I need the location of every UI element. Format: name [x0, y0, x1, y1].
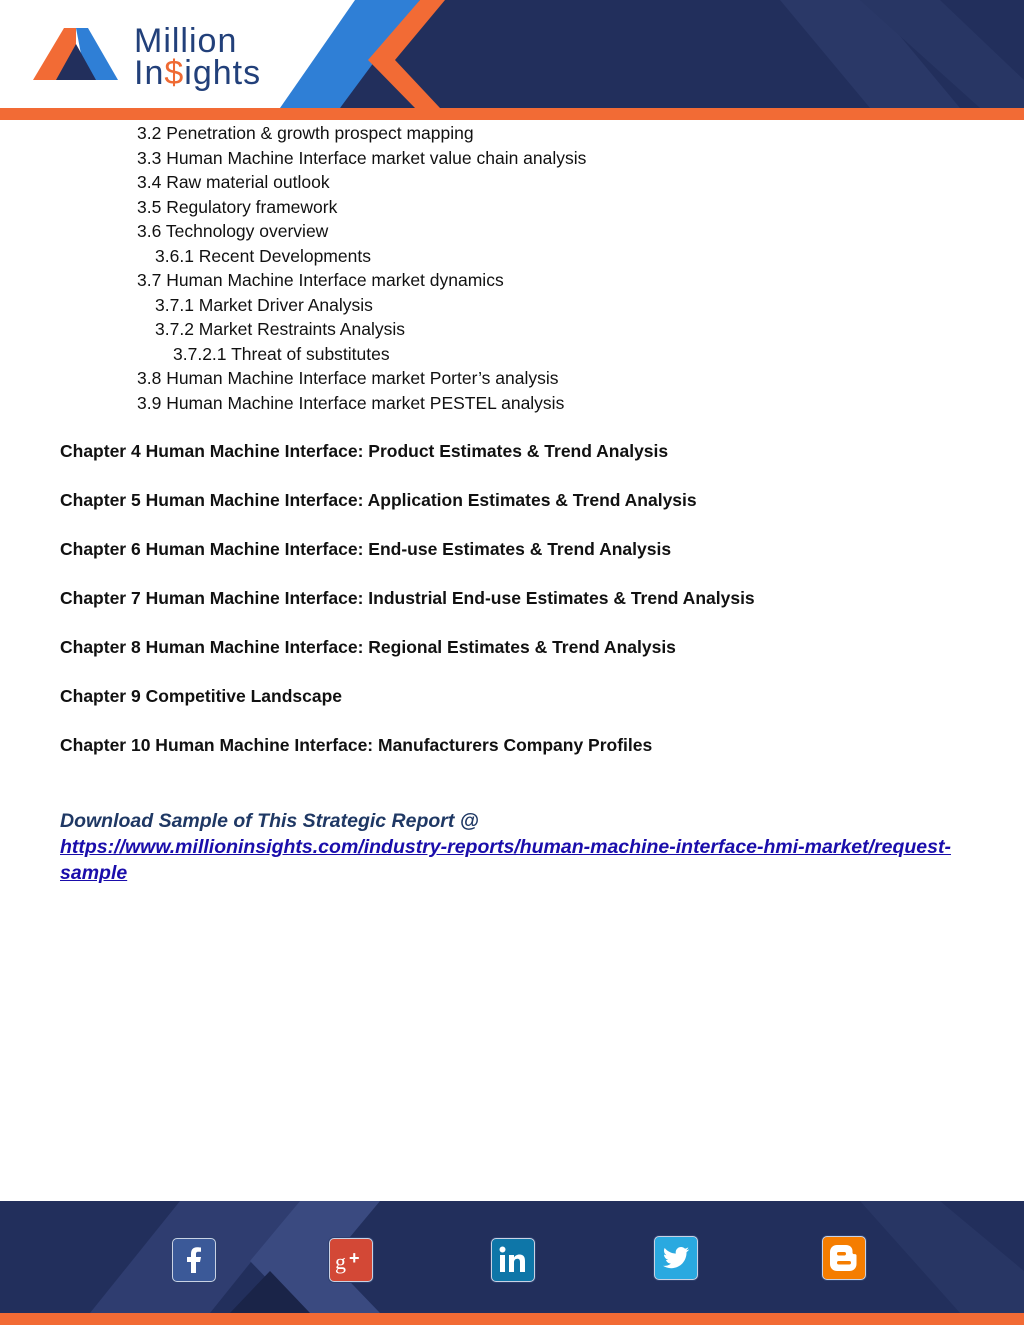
page-footer: [0, 1201, 1024, 1325]
facebook-icon: [173, 1239, 215, 1281]
chapter-heading: Chapter 4 Human Machine Interface: Product Estimates & Trend Analysis: [60, 441, 669, 461]
toc-item: 3.2 Penetration & growth prospect mapping: [137, 123, 474, 143]
toc-item: 3.6 Technology overview: [137, 221, 329, 241]
brand-name-million: Million: [134, 22, 238, 60]
download-sample-link[interactable]: https://www.millioninsights.com/industry-reports/human-machine-interface-hmi-market/request-sample: [60, 836, 951, 884]
toc-item: 3.4 Raw material outlook: [137, 172, 330, 192]
toc-item: 3.3 Human Machine Interface market value chain analysis: [137, 148, 587, 168]
download-sample-section: [60, 808, 980, 886]
toc-item: 3.5 Regulatory framework: [137, 197, 338, 217]
chapter-heading: Chapter 10 Human Machine Interface: Manufacturers Company Profiles: [60, 735, 653, 755]
toc-item: 3.7.2.1 Threat of substitutes: [173, 344, 390, 364]
svg-text:+: +: [349, 1248, 360, 1268]
toc-item: 3.7.1 Market Driver Analysis: [155, 295, 373, 315]
chapter-heading: Chapter 9 Competitive Landscape: [60, 686, 343, 706]
google-plus-button[interactable]: [329, 1238, 373, 1282]
chapter-heading: Chapter 7 Human Machine Interface: Industrial End-use Estimates & Trend Analysis: [60, 588, 755, 608]
svg-text:g: g: [335, 1249, 346, 1274]
toc-item: 3.7 Human Machine Interface market dynamics: [137, 270, 504, 290]
toc-item: 3.6.1 Recent Developments: [155, 246, 371, 266]
blogger-icon: [823, 1237, 865, 1279]
brand-name-insights: In$ights: [134, 54, 262, 92]
chapter-heading: Chapter 6 Human Machine Interface: End-use Estimates & Trend Analysis: [60, 539, 672, 559]
toc-item: 3.8 Human Machine Interface market Porter’s analysis: [137, 368, 559, 388]
blogger-button[interactable]: [822, 1236, 866, 1280]
linkedin-button[interactable]: [491, 1238, 535, 1282]
toc-item: 3.7.2 Market Restraints Analysis: [155, 319, 405, 339]
download-label: Download Sample of This Strategic Report @: [60, 810, 479, 832]
chapter-heading: Chapter 5 Human Machine Interface: Application Estimates & Trend Analysis: [60, 490, 697, 510]
twitter-button[interactable]: [654, 1236, 698, 1280]
google-plus-icon: [330, 1239, 372, 1281]
page-header: [0, 0, 1024, 120]
linkedin-icon: [492, 1239, 534, 1281]
toc-item: 3.9 Human Machine Interface market PESTEL analysis: [137, 393, 565, 413]
facebook-button[interactable]: [172, 1238, 216, 1282]
twitter-icon: [655, 1237, 697, 1279]
chapter-heading: Chapter 8 Human Machine Interface: Regional Estimates & Trend Analysis: [60, 637, 676, 657]
